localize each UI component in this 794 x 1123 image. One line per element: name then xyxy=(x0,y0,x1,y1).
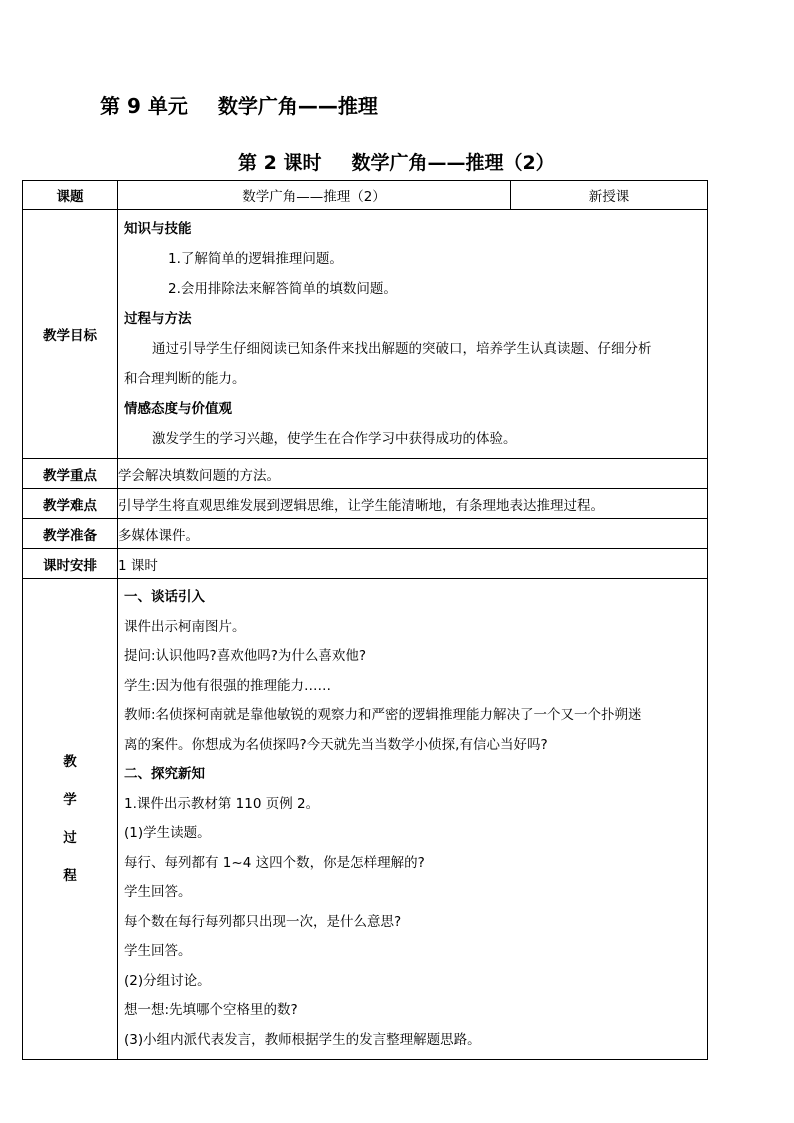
topic-type: 新授课 xyxy=(511,181,708,210)
objectives-row xyxy=(23,210,708,459)
process-line: 离的案件。你想成为名侦探吗?今天就先当当数学小侦探,有信心当好吗? xyxy=(124,736,548,753)
process-line: 学生回答。 xyxy=(124,943,192,959)
process-line: 每个数在每行每列都只出现一次，是什么意思? xyxy=(124,913,402,930)
unit-name: 数学广角——推理 xyxy=(217,94,378,118)
schedule-row xyxy=(23,549,708,579)
section-heading: 一、谈话引入 xyxy=(124,589,205,605)
topic-row xyxy=(23,181,708,210)
process-label-char: 教 xyxy=(63,754,77,770)
objective-item: 2.会用排除法来解答简单的填数问题。 xyxy=(168,281,397,297)
process-line: 课件出示柯南图片。 xyxy=(124,618,246,635)
preparation-value: 多媒体课件。 xyxy=(118,519,708,549)
objectives-label: 教学目标 xyxy=(23,210,118,459)
lesson-number: 第 2 课时 xyxy=(238,152,322,174)
key-point-row xyxy=(23,459,708,489)
objective-item: 1.了解简单的逻辑推理问题。 xyxy=(168,251,343,267)
preparation-row xyxy=(23,519,708,549)
process-line: 教师:名侦探柯南就是靠他敏锐的观察力和严密的逻辑推理能力解决了一个又一个扑朔迷 xyxy=(124,707,642,723)
difficulty-label: 教学难点 xyxy=(23,489,118,519)
preparation-label: 教学准备 xyxy=(23,519,118,549)
objective-heading-knowledge: 知识与技能 xyxy=(124,221,192,237)
process-line: 提问:认识他吗?喜欢他吗?为什么喜欢他? xyxy=(124,648,367,664)
unit-title xyxy=(100,90,378,119)
process-line: (3)小组内派代表发言，教师根据学生的发言整理解题思路。 xyxy=(124,1031,481,1048)
objective-item: 激发学生的学习兴趣，使学生在合作学习中获得成功的体验。 xyxy=(152,431,517,447)
topic-value: 数学广角——推理（2） xyxy=(118,181,511,210)
objective-item: 和合理判断的能力。 xyxy=(124,371,246,387)
topic-label: 课题 xyxy=(23,181,118,210)
difficulty-value: 引导学生将直观思维发展到逻辑思维，让学生能清晰地，有条理地表达推理过程。 xyxy=(118,489,708,519)
process-line: 每行、每列都有 1~4 这四个数，你是怎样理解的? xyxy=(124,854,425,871)
lesson-title xyxy=(238,148,555,175)
process-line: 学生:因为他有很强的推理能力…… xyxy=(124,677,332,694)
process-line: 想一想:先填哪个空格里的数? xyxy=(124,1002,298,1018)
objective-heading-process: 过程与方法 xyxy=(124,311,192,327)
process-label xyxy=(23,579,118,1060)
process-line: 1.课件出示教材第 110 页例 2。 xyxy=(124,795,320,812)
process-content xyxy=(118,579,708,1060)
schedule-value: 1 课时 xyxy=(118,549,708,579)
process-label-char: 学 xyxy=(63,792,77,808)
process-row xyxy=(23,579,708,1060)
key-point-value: 学会解决填数问题的方法。 xyxy=(118,459,708,489)
lesson-plan-table xyxy=(22,180,708,1060)
process-line: 学生回答。 xyxy=(124,884,192,900)
objective-item: 通过引导学生仔细阅读已知条件来找出解题的突破口，培养学生认真读题、仔细分析 xyxy=(152,341,652,357)
process-label-char: 程 xyxy=(63,868,77,884)
section-heading: 二、探究新知 xyxy=(124,766,205,782)
process-label-char: 过 xyxy=(63,830,77,846)
objectives-content xyxy=(118,210,708,459)
process-line: (2)分组讨论。 xyxy=(124,972,211,989)
difficulty-row xyxy=(23,489,708,519)
lesson-name: 数学广角——推理（2） xyxy=(351,152,555,174)
schedule-label: 课时安排 xyxy=(23,549,118,579)
key-point-label: 教学重点 xyxy=(23,459,118,489)
process-line: (1)学生读题。 xyxy=(124,825,211,841)
unit-number: 第 9 单元 xyxy=(100,94,188,118)
objective-heading-emotion: 情感态度与价值观 xyxy=(124,401,232,417)
